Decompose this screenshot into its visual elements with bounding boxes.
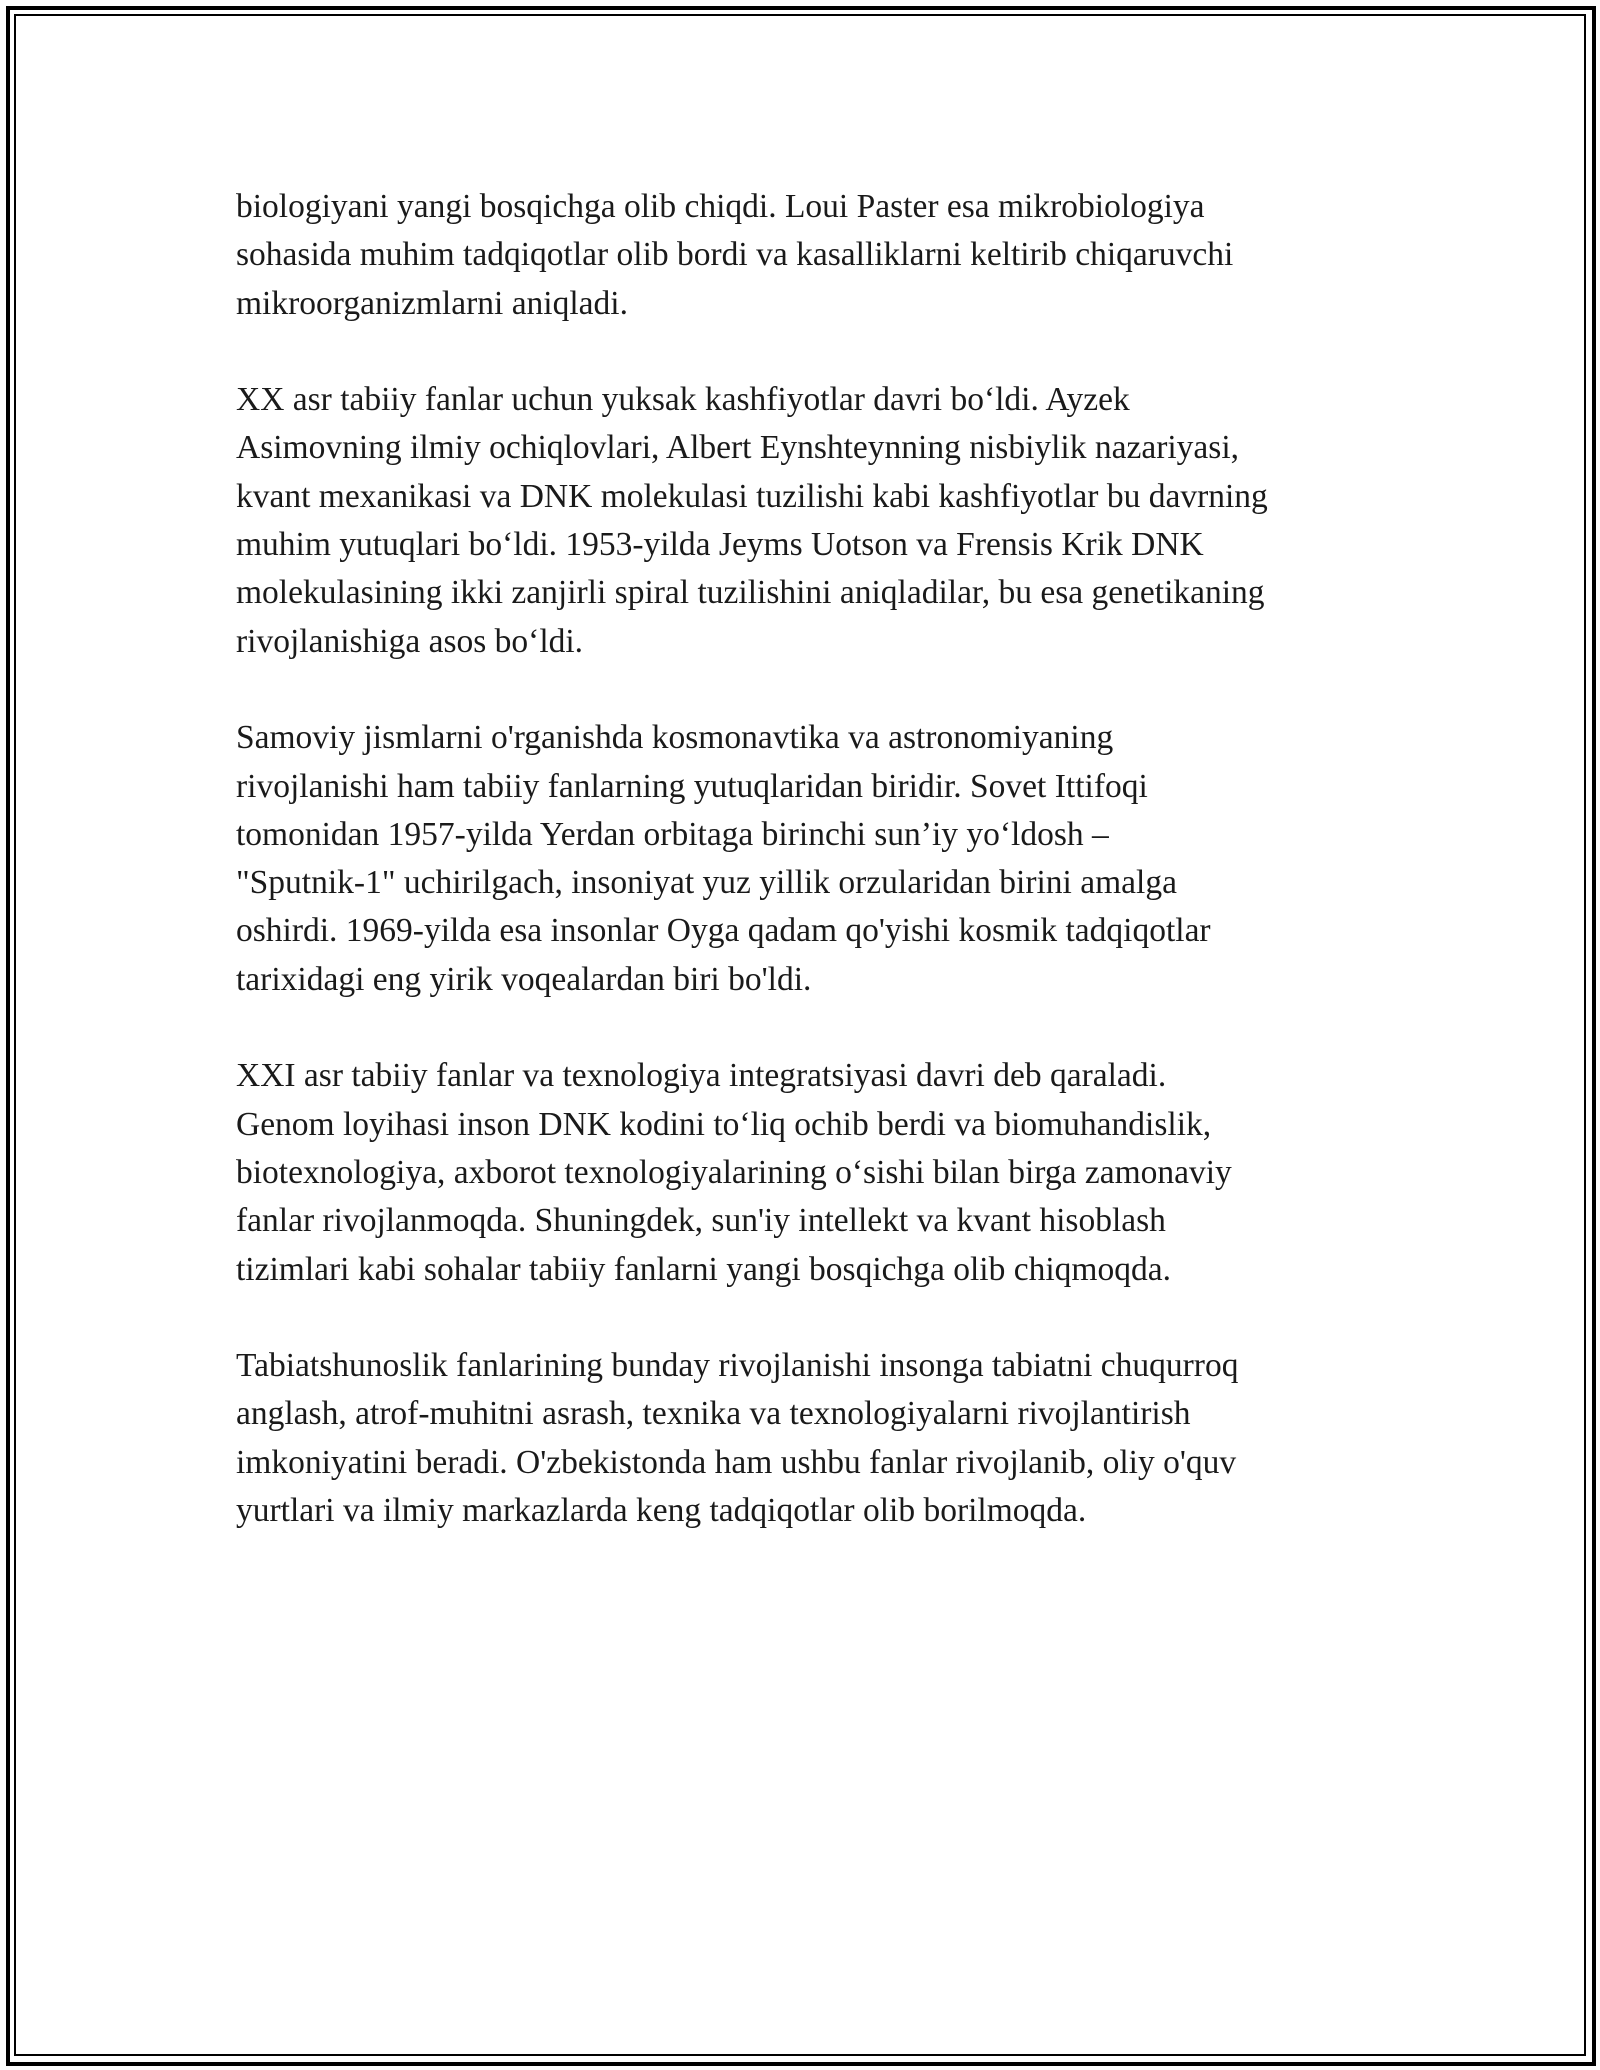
text-line: XX asr tabiiy fanlar uchun yuksak kashfiyotlar davri bo‘ldi. Ayzek	[236, 381, 1130, 419]
text-line: biotexnologiya, axborot texnologiyalarining o‘sishi bilan birga zamonaviy	[236, 1153, 1232, 1191]
text-line: Tabiatshunoslik fanlarining bunday rivojlanishi insonga tabiatni chuqurroq	[236, 1347, 1239, 1385]
text-line: molekulasining ikki zanjirli spiral tuzilishini aniqladilar, bu esa genetikaning	[236, 574, 1265, 612]
text-line: oshirdi. 1969-yilda esa insonlar Oyga qadam qo'yishi kosmik tadqiqotlar	[236, 912, 1211, 950]
paragraph-4	[236, 1052, 1376, 1293]
paragraph-2	[236, 376, 1376, 666]
text-line: tizimlari kabi sohalar tabiiy fanlarni yangi bosqichga olib chiqmoqda.	[236, 1250, 1171, 1288]
text-line: anglash, atrof-muhitni asrash, texnika va texnologiyalarni rivojlantirish	[236, 1395, 1191, 1433]
text-line: Genom loyihasi inson DNK kodini to‘liq ochib berdi va biomuhandislik,	[236, 1105, 1212, 1143]
text-line: mikroorganizmlarni aniqladi.	[236, 284, 628, 322]
text-line: rivojlanishi ham tabiiy fanlarning yutuqlaridan biridir. Sovet Ittifoqi	[236, 767, 1148, 805]
text-line: imkoniyatini beradi. O'zbekistonda ham ushbu fanlar rivojlanib, oliy o'quv	[236, 1443, 1237, 1481]
text-line: Asimovning ilmiy ochiqlovlari, Albert Eynshteynning nisbiylik nazariyasi,	[236, 429, 1240, 467]
document-body	[236, 183, 1376, 1535]
paragraph-1	[236, 183, 1376, 328]
text-line: yurtlari va ilmiy markazlarda keng tadqiqotlar olib borilmoqda.	[236, 1492, 1087, 1530]
text-line: muhim yutuqlari bo‘ldi. 1953-yilda Jeyms Uotson va Frensis Krik DNK	[236, 526, 1204, 564]
text-line: rivojlanishiga asos bo‘ldi.	[236, 622, 584, 660]
text-line: sohasida muhim tadqiqotlar olib bordi va kasalliklarni keltirib chiqaruvchi	[236, 236, 1234, 274]
paragraph-5	[236, 1342, 1376, 1535]
text-line: tomonidan 1957-yilda Yerdan orbitaga birinchi sun’iy yo‘ldosh –	[236, 815, 1109, 853]
text-line: tarixidagi eng yirik voqealardan biri bo'ldi.	[236, 960, 812, 998]
paragraph-3	[236, 714, 1376, 1004]
text-line: biologiyani yangi bosqichga olib chiqdi. Loui Paster esa mikrobiologiya	[236, 188, 1205, 225]
text-line: kvant mexanikasi va DNK molekulasi tuzilishi kabi kashfiyotlar bu davrning	[236, 477, 1268, 515]
text-line: XXI asr tabiiy fanlar va texnologiya integratsiyasi davri deb qaraladi.	[236, 1057, 1167, 1095]
text-line: Samoviy jismlarni o'rganishda kosmonavtika va astronomiyaning	[236, 719, 1114, 757]
text-line: "Sputnik-1" uchirilgach, insoniyat yuz yillik orzularidan birini amalga	[236, 864, 1177, 902]
text-line: fanlar rivojlanmoqda. Shuningdek, sun'iy intellekt va kvant hisoblash	[236, 1202, 1166, 1240]
